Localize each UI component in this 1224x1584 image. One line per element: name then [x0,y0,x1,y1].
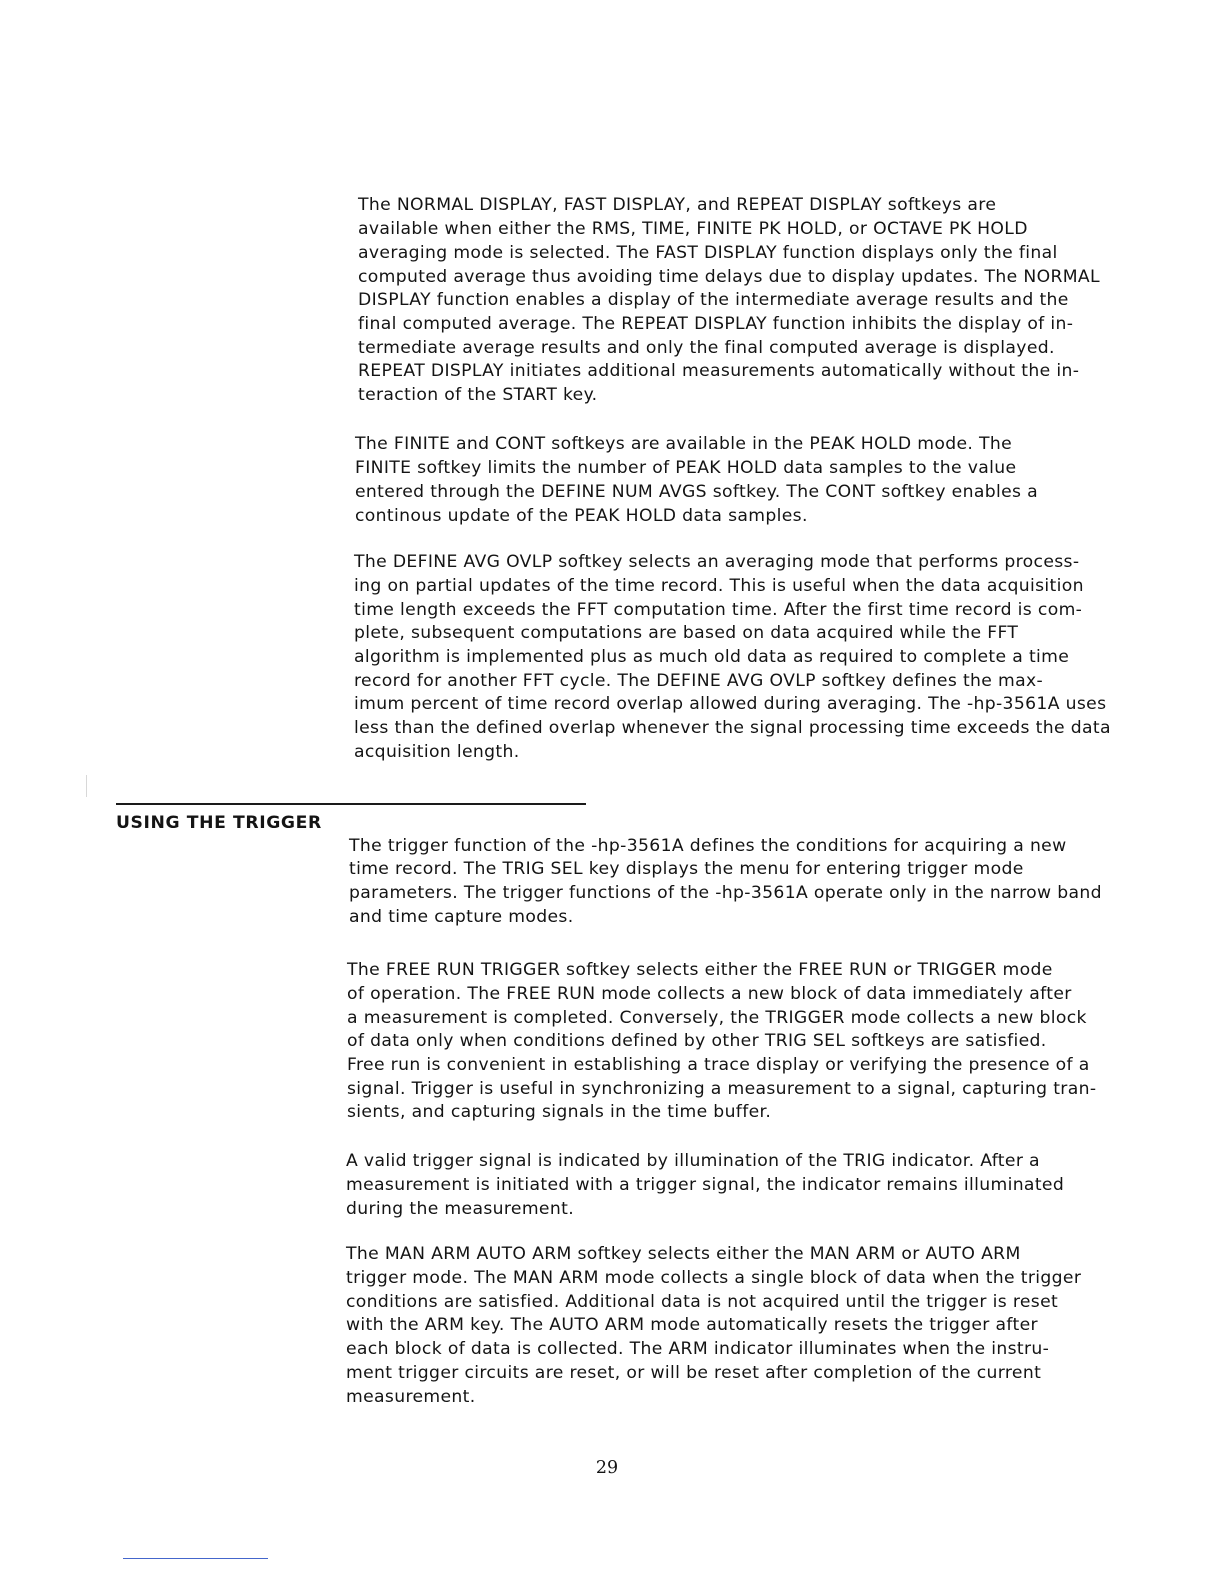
text-line: averaging mode is selected. The FAST DISPLAY function displays only the final [358,243,1058,263]
text-line: with the ARM key. The AUTO ARM mode automatically resets the trigger after [346,1315,1038,1335]
text-line: parameters. The trigger functions of the -hp-3561A operate only in the narrow band [349,883,1102,903]
text-line: termediate average results and only the final computed average is displayed. [358,338,1055,358]
text-line: The MAN ARM AUTO ARM softkey selects either the MAN ARM or AUTO ARM [346,1244,1021,1264]
bottom-edge-line [123,1558,268,1559]
text-line: final computed average. The REPEAT DISPLAY function inhibits the display of in- [358,314,1074,334]
page-number: 29 [595,1458,619,1478]
text-line: each block of data is collected. The ARM indicator illuminates when the instru- [346,1339,1050,1359]
text-line: time length exceeds the FFT computation time. After the first time record is com- [354,600,1083,620]
text-line: measurement is initiated with a trigger signal, the indicator remains illuminated [346,1175,1065,1195]
text-line: of operation. The FREE RUN mode collects a new block of data immediately after [347,984,1072,1004]
text-line: The DEFINE AVG OVLP softkey selects an averaging mode that performs process- [354,552,1080,572]
text-line: A valid trigger signal is indicated by illumination of the TRIG indicator. After a [346,1151,1040,1171]
text-line: ment trigger circuits are reset, or will be reset after completion of the current [346,1363,1042,1383]
text-line: measurement. [346,1387,476,1407]
text-line: conditions are satisfied. Additional data is not acquired until the trigger is reset [346,1292,1059,1312]
section-heading: USING THE TRIGGER [116,813,322,833]
text-line: entered through the DEFINE NUM AVGS softkey. The CONT softkey enables a [355,482,1039,502]
text-line: a measurement is completed. Conversely, the TRIGGER mode collects a new block [347,1008,1087,1028]
text-line: continous update of the PEAK HOLD data samples. [355,506,808,526]
text-line: and time capture modes. [349,907,574,927]
text-line: DISPLAY function enables a display of the intermediate average results and the [358,290,1069,310]
text-line: less than the defined overlap whenever the signal processing time exceeds the data [354,718,1111,738]
text-line: signal. Trigger is useful in synchronizing a measurement to a signal, capturing tran- [347,1079,1097,1099]
text-line: during the measurement. [346,1199,575,1219]
text-line: available when either the RMS, TIME, FINITE PK HOLD, or OCTAVE PK HOLD [358,219,1028,239]
text-line: The NORMAL DISPLAY, FAST DISPLAY, and REPEAT DISPLAY softkeys are [358,195,997,215]
text-line: The trigger function of the -hp-3561A defines the conditions for acquiring a new [349,836,1067,856]
text-line: REPEAT DISPLAY initiates additional measurements automatically without the in- [358,361,1080,381]
text-line: FINITE softkey limits the number of PEAK HOLD data samples to the value [355,458,1017,478]
text-line: ing on partial updates of the time record. This is useful when the data acquisition [354,576,1084,596]
text-line: trigger mode. The MAN ARM mode collects a single block of data when the trigger [346,1268,1082,1288]
text-line: The FINITE and CONT softkeys are available in the PEAK HOLD mode. The [355,434,1013,454]
section-divider [116,803,586,805]
text-line: time record. The TRIG SEL key displays the menu for entering trigger mode [349,859,1024,879]
text-line: The FREE RUN TRIGGER softkey selects either the FREE RUN or TRIGGER mode [347,960,1053,980]
text-line: acquisition length. [354,742,520,762]
text-line: record for another FFT cycle. The DEFINE AVG OVLP softkey defines the max- [354,671,1044,691]
text-line: of data only when conditions defined by other TRIG SEL softkeys are satisfied. [347,1031,1047,1051]
text-line: teraction of the START key. [358,385,598,405]
text-line: algorithm is implemented plus as much old data as required to complete a time [354,647,1070,667]
text-line: plete, subsequent computations are based on data acquired while the FFT [354,623,1019,643]
text-line: sients, and capturing signals in the time buffer. [347,1102,772,1122]
text-line: imum percent of time record overlap allowed during averaging. The -hp-3561A uses [354,694,1107,714]
text-line: Free run is convenient in establishing a trace display or verifying the presence of a [347,1055,1090,1075]
scan-artifact [86,775,87,797]
text-line: computed average thus avoiding time delays due to display updates. The NORMAL [358,267,1100,287]
